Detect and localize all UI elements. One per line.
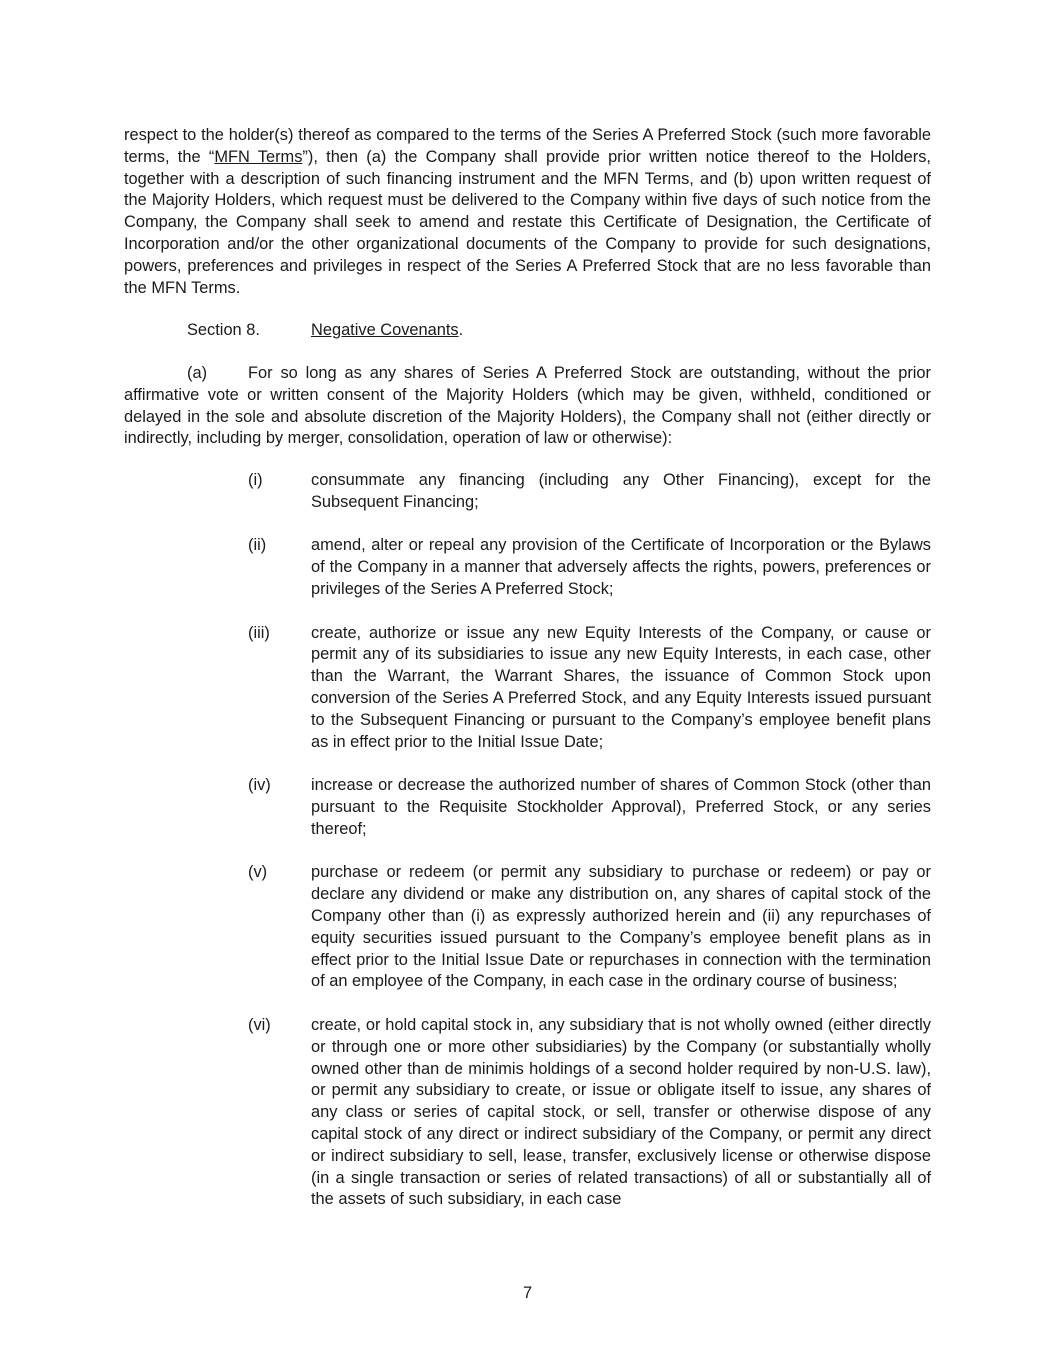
list-item-text: create, or hold capital stock in, any subsidiary that is not wholly owned (either directly or through one or more other subsidiaries) by the Company (or substantially wholly owned other than de minimis holdings of a second holder required by non-U.S. law), or permit any subsidiary to create, or issue or obligate itself to issue, any shares of any class or series of capital stock, or sell, transfer or otherwise dispose of any capital stock of any direct or indirect subsidiary of the Company, or permit any direct or indirect subsidiary to sell, lease, transfer, exclusively license or otherwise dispose (in a single transaction or series of related transactions) of all or substantially all of the assets of such subsidiary, in each case <box>311 1015 931 1209</box>
intro-paragraph <box>124 125 931 299</box>
list-item-number: (iii) <box>248 623 270 642</box>
list-item <box>248 775 931 840</box>
list-item <box>248 470 931 514</box>
subsection-a-text: For so long as any shares of Series A Preferred Stock are outstanding, without the prior affirmative vote or written consent of the Majority Holders (which may be given, withheld, conditioned or delayed in the sole and absolute discretion of the Majority Holders), the Company shall not (either directly or indirectly, including by merger, consolidation, operation of law or otherwise): <box>124 364 931 448</box>
list-item-number: (vi) <box>248 1015 271 1034</box>
list-item <box>248 862 931 993</box>
list-item-text: increase or decrease the authorized number of shares of Common Stock (other than pursuant to the Requisite Stockholder Approval), Preferred Stock, or any series thereof; <box>311 776 931 838</box>
subsection-a-label: (a) <box>187 364 208 382</box>
intro-text-after-term: ”), then (a) the Company shall provide prior written notice thereof to the Holders, together with a description of such financing instrument and the MFN Terms, and (b) upon written request of the Majority Holders, which request must be delivered to the Company within five days of such notice from the Company, the Company shall seek to amend and restate this Certificate of Designation, the Certificate of Incorporation and/or the other organizational documents of the Company to provide for such designations, powers, preferences and privileges in respect of the Series A Preferred Stock that are no less favorable than the MFN Terms. <box>124 147 931 297</box>
section-title-suffix: . <box>458 321 464 339</box>
list-item-number: (i) <box>248 471 263 489</box>
list-item-number: (iv) <box>248 776 271 795</box>
subsection-a-paragraph <box>124 363 931 450</box>
list-item-number: (ii) <box>248 536 267 555</box>
covenant-list <box>248 470 931 1233</box>
list-item <box>248 1015 931 1211</box>
list-item-text: consummate any financing (including any Other Financing), except for the Subsequent Financing; <box>311 471 931 511</box>
section-title: Negative Covenants <box>311 321 459 339</box>
list-item <box>248 623 931 754</box>
list-item-text: purchase or redeem (or permit any subsidiary to purchase or redeem) or pay or declare any dividend or make any distribution on, any shares of capital stock of the Company other than (i) as expressly authorized herein and (ii) any repurchases of equity securities issued pursuant to the Company’s employee benefit plans as in effect prior to the Initial Issue Date or repurchases in connection with the termination of an employee of the Company, in each case in the ordinary course of business; <box>311 863 931 991</box>
intro-text-before-term: respect to the holder(s) thereof as compared to the terms of the Series A Preferred Stock (such more favorable terms, the “ <box>124 126 931 166</box>
list-item-text: amend, alter or repeal any provision of the Certificate of Incorporation or the Bylaws of the Company in a manner that adversely affects the rights, powers, preferences or privileges of the Series A Preferred Stock; <box>311 536 931 598</box>
list-item-number: (v) <box>248 863 268 882</box>
defined-term-mfn-terms: MFN Terms <box>214 147 303 166</box>
page-number: 7 <box>522 1284 533 1302</box>
section-heading <box>187 320 463 342</box>
list-item <box>248 535 931 600</box>
list-item-text: create, authorize or issue any new Equity Interests of the Company, or cause or permit any of its subsidiaries to issue any new Equity Interests, in each case, other than the Warrant, the Warrant Shares, the issuance of Common Stock upon conversion of the Series A Preferred Stock, and any Equity Interests issued pursuant to the Subsequent Financing or pursuant to the Company’s employee benefit plans as in effect prior to the Initial Issue Date; <box>311 623 931 751</box>
section-number: Section 8. <box>187 321 260 339</box>
